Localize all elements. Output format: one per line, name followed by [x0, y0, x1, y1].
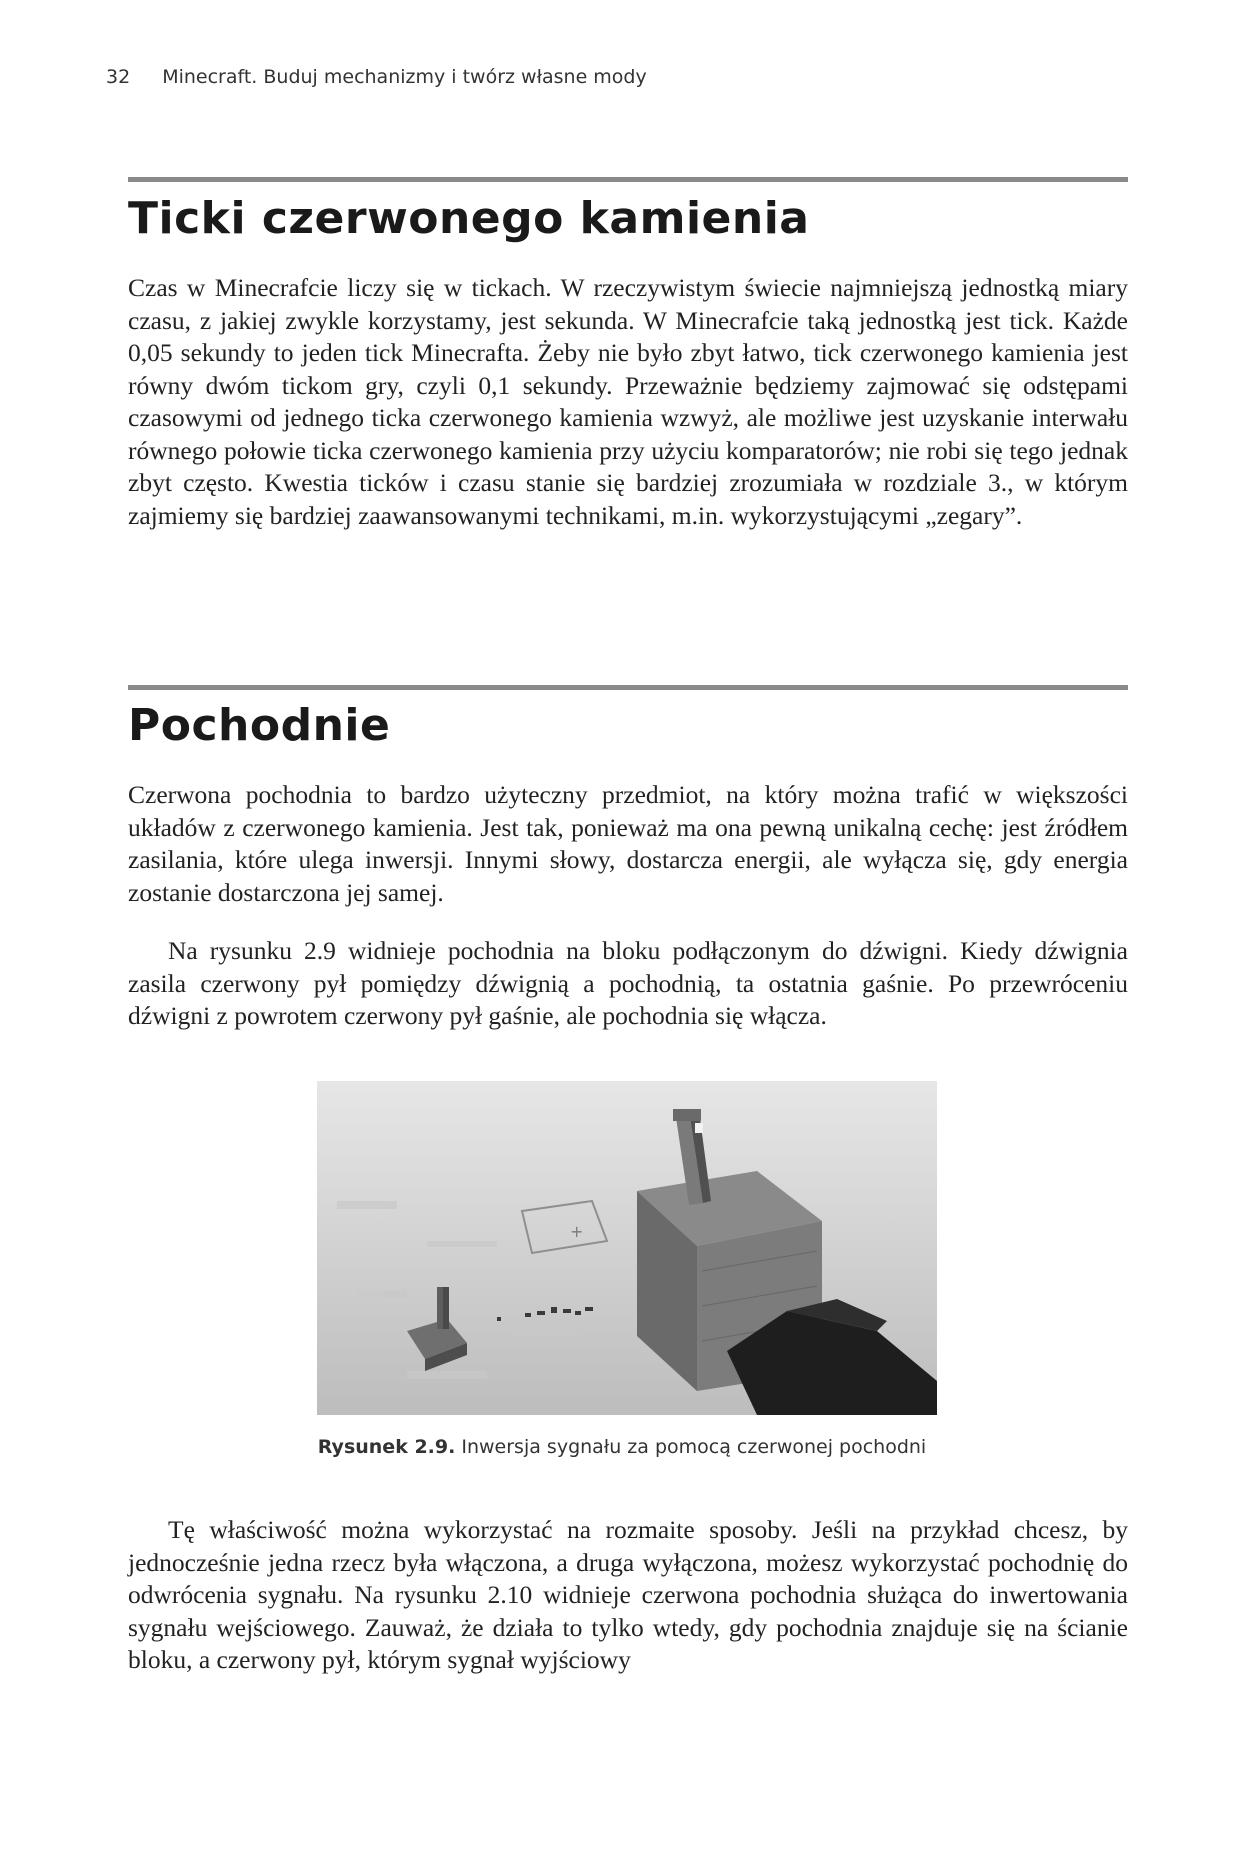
paragraph-torches-2: Na rysunku 2.9 widnieje pochodnia na bloku podłączonym do dźwigni. Kiedy dźwignia zasila czerwony pył pomiędzy dźwignią a pochodnią, ta ostatnia gaśnie. Po przewróceniu dźwigni z powrotem czerwony pył gaśnie, ale pochodnia się włącza.	[128, 936, 1128, 1030]
running-title: Minecraft. Buduj mechanizmy i twórz własne mody	[162, 66, 647, 88]
minecraft-scene-image	[317, 1081, 937, 1415]
page-header	[106, 66, 647, 94]
page-number: 32	[106, 66, 131, 88]
svg-text:+: +	[570, 1222, 584, 1241]
section-title-torches: Pochodnie	[128, 700, 391, 751]
paragraph-usage: Tę właściwość można wykorzystać na rozmaite sposoby. Jeśli na przykład chcesz, by jednocześnie jedna rzecz była włączona, a druga wyłączona, możesz wykorzystać pochodnię do odwrócenia sygnału. Na rysunku 2.10 widnieje czerwona pochodnia służąca do inwertowania sygnału wejściowego. Zauważ, że działa to tylko wtedy, gdy pochodnia znajduje się na ścianie bloku, a czerwony pył, którym sygnał wyjściowy	[128, 1515, 1128, 1674]
figure-caption-label: Rysunek 2.9.	[317, 1436, 456, 1458]
figure-caption-text: Inwersja sygnału za pomocą czerwonej pochodni	[461, 1436, 927, 1458]
section-title-ticks: Ticki czerwonego kamienia	[128, 193, 810, 244]
figure-screenshot	[317, 1081, 937, 1415]
paragraph-ticks: Czas w Minecrafcie liczy się w tickach. W rzeczywistym świecie najmniejszą jednostką miary czasu, z jakiej zwykle korzystamy, jest sekunda. W Minecrafcie taką jednostką jest tick. Każde 0,05 sekundy to jeden tick Minecrafta. Żeby nie było zbyt łatwo, tick czerwonego kamienia jest równy dwóm tickom gry, czyli 0,1 sekundy. Przeważnie będziemy zajmować się odstępami czasowymi od jednego ticka czerwonego kamienia wzwyż, ale możliwe jest uzyskanie interwału równego połowie ticka czerwonego kamienia przy użyciu komparatorów; nie robi się tego jednak zbyt często. Kwestia ticków i czasu stanie się bardziej zrozumiała w rozdziale 3., w którym zajmiemy się bardziej zaawansowanymi technikami, m.in. wykorzystującymi „zegary”.	[128, 273, 1128, 530]
section-divider	[128, 177, 1128, 182]
paragraph-torches-1: Czerwona pochodnia to bardzo użyteczny przedmiot, na który można trafić w większości układów z czerwonego kamienia. Jest tak, ponieważ ma ona pewną unikalną cechę: jest źródłem zasilania, które ulega inwersji. Innymi słowy, dostarcza energii, ale wyłącza się, gdy energia zostanie dostarczona jej samej.	[128, 780, 1128, 907]
section-divider	[128, 685, 1128, 690]
figure-caption	[0, 1436, 1244, 1458]
